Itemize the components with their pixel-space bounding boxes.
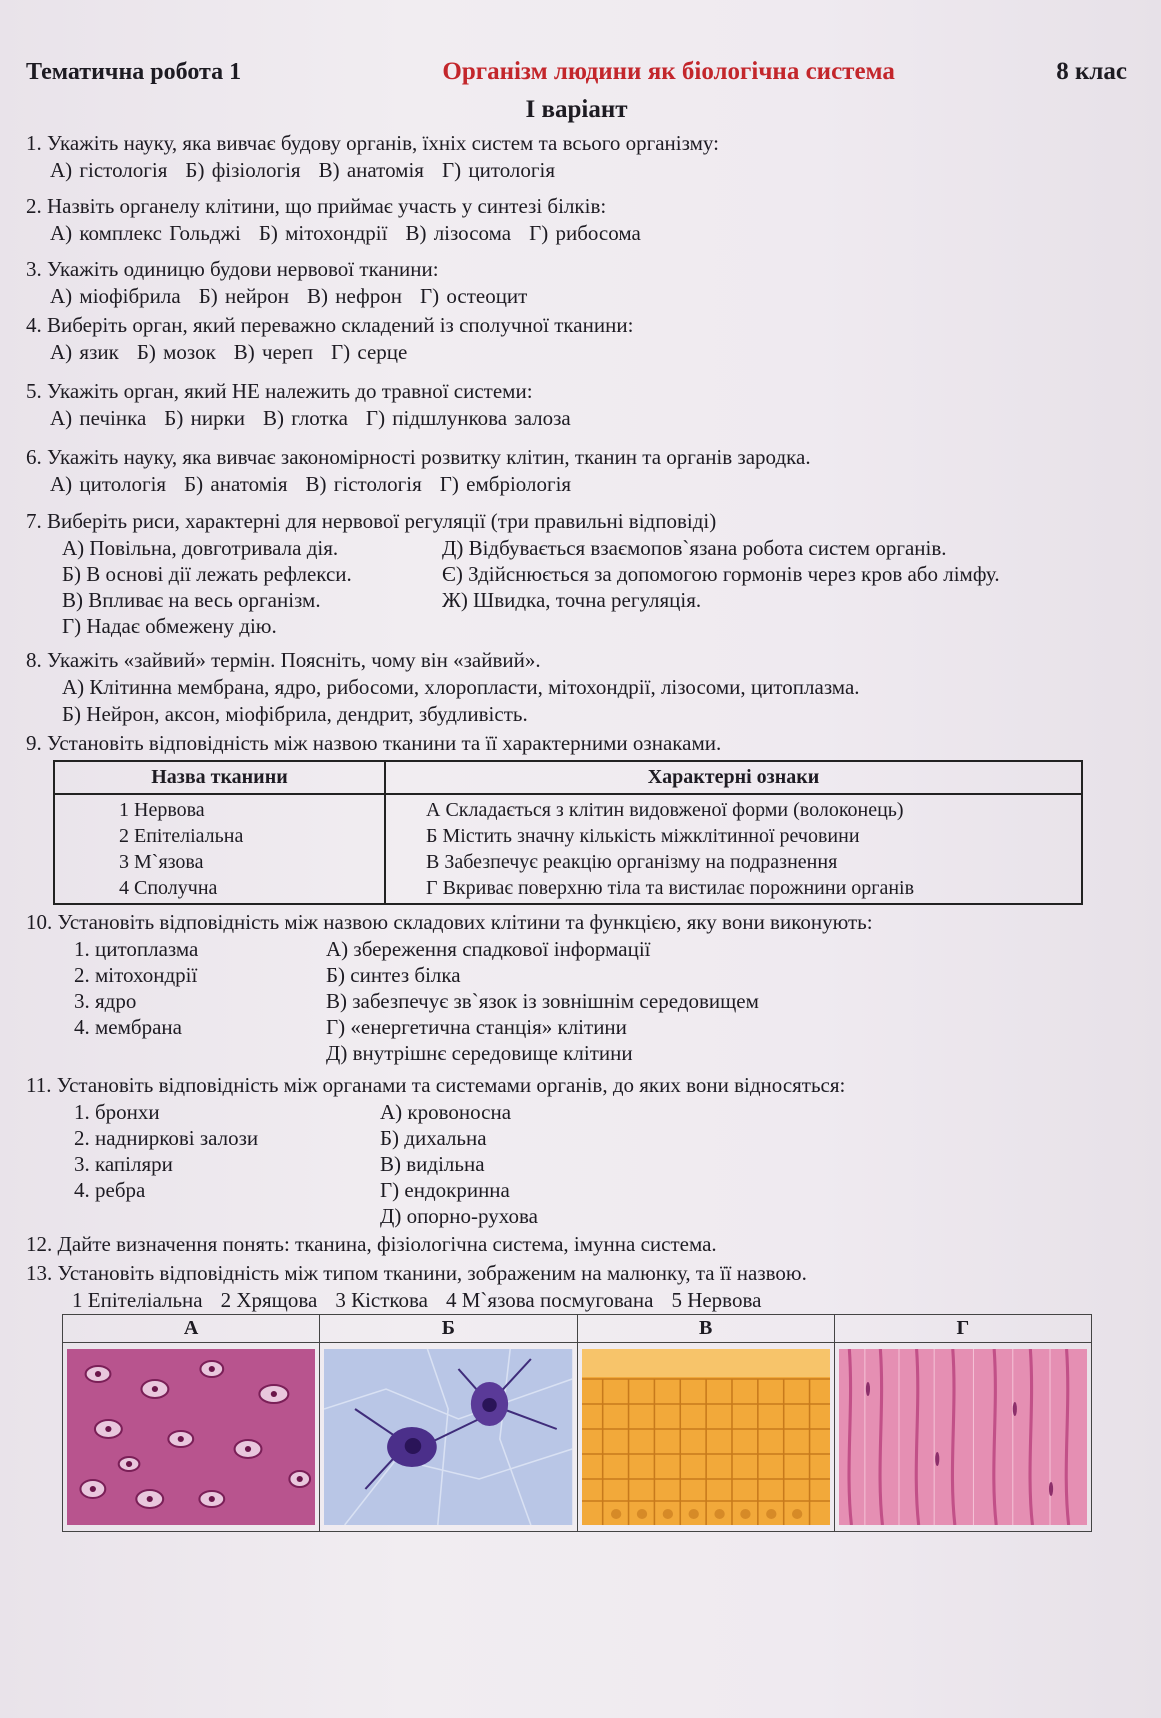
option: Г) остеоцит	[419, 284, 528, 308]
question-11: 11. Установіть відповідність між органами та системами органів, до яких вони відносяться: 1. бронхи А) кровоносна 2. надниркові залози Б) дихальна 3. капіляри В) видільна 4. ребра Г) ендокринна Д) опорно-рухова	[26, 1073, 846, 1228]
list-item: А) збереження спадкової інформації	[326, 937, 651, 961]
option: Б) мозок	[136, 340, 216, 364]
option: Г) цитологія	[441, 158, 556, 182]
picture-label-c: В	[577, 1315, 834, 1343]
option: В) глотка	[263, 406, 348, 430]
question-3: 3. Укажіть одиницю будови нервової тканини: А) міофібрила Б) нейрон В) нефрон Г) остеоцит	[26, 257, 528, 308]
legend-item: 5 Нервова	[671, 1288, 762, 1312]
list-item: В) видільна	[380, 1152, 485, 1176]
option: Ж) Швидка, точна регуляція.	[442, 588, 702, 612]
list-item: Б) дихальна	[380, 1126, 487, 1150]
list-item: 2. мітохондрії	[74, 963, 198, 987]
list-item: 4. ребра	[74, 1178, 146, 1202]
list-item: 3. капіляри	[74, 1152, 173, 1176]
table-cell: 4 Сполучна	[119, 877, 218, 899]
list-item: Б) синтез білка	[326, 963, 461, 987]
legend-item: 1 Епітеліальна	[72, 1288, 203, 1312]
question-4: 4. Виберіть орган, який переважно складений із сполучної тканини: А) язик Б) мозок В) череп Г) серце	[26, 313, 634, 364]
option: Б) фізіологія	[185, 158, 301, 182]
question-2: 2. Назвіть органелу клітини, що приймає участь у синтезі білків: А) комплекс Гольджі Б) мітохондрії В) лізосома Г) рибосома	[26, 194, 641, 245]
option: А) Клітинна мембрана, ядро, рибосоми, хлоропласти, мітохондрії, лізосоми, цитоплазма.	[62, 675, 860, 699]
option: Б) Нейрон, аксон, міофібрила, дендрит, збудливість.	[62, 702, 528, 726]
option: А) міофібрила	[50, 284, 181, 308]
list-item: В) забезпечує зв`язок із зовнішнім середовищем	[326, 989, 759, 1013]
option: А) Повільна, довготривала дія.	[62, 536, 339, 560]
option: Г) ембріологія	[439, 472, 572, 496]
grade-label: 8 клас	[1056, 58, 1127, 85]
nervous-tissue-image	[324, 1349, 572, 1525]
option: А) комплекс Гольджі	[50, 221, 241, 245]
list-item: 1. цитоплазма	[74, 937, 199, 961]
variant-title: I варіант	[525, 96, 628, 123]
list-item: Д) опорно-рухова	[380, 1204, 538, 1228]
table-cell: Б Містить значну кількість міжклітинної речовини	[426, 825, 860, 847]
list-item: Г) «енергетична станція» клітини	[326, 1015, 627, 1039]
option: Б) В основі дії лежать рефлекси.	[62, 562, 352, 586]
tissue-pictures-table	[62, 1314, 1092, 1532]
option: В) нефрон	[307, 284, 402, 308]
question-6: 6. Укажіть науку, яка вивчає закономірності розвитку клітин, тканин та органів зародка. А) цитологія Б) анатомія В) гістологія Г) ембріологія	[26, 445, 811, 496]
picture-label-b: Б	[320, 1315, 577, 1343]
list-item: 1. бронхи	[74, 1100, 160, 1124]
topic-title: Організм людини як біологічна система	[442, 58, 895, 85]
table-cell: А Складається з клітин видовженої форми (волоконець)	[426, 799, 904, 821]
table-cell: 1 Нервова	[119, 799, 205, 821]
option: Г) підшлункова залоза	[365, 406, 571, 430]
option: В) лізосома	[405, 221, 512, 245]
picture-label-d: Г	[834, 1315, 1091, 1343]
option: В) Впливає на весь організм.	[62, 588, 321, 612]
option: Б) нирки	[164, 406, 246, 430]
legend-item: 3 Кісткова	[335, 1288, 428, 1312]
muscle-tissue-image	[839, 1349, 1087, 1525]
option: Б) анатомія	[184, 472, 288, 496]
option: Г) Надає обмежену дію.	[62, 614, 277, 638]
option: А) цитологія	[50, 472, 167, 496]
list-item: 4. мембрана	[74, 1015, 182, 1039]
question-1: 1. Укажіть науку, яка вивчає будову органів, їхніх систем та всього організму: А) гістологія Б) фізіологія В) анатомія Г) цитологія	[26, 131, 719, 182]
table-cell: 3 М`язова	[119, 851, 204, 873]
option: Є) Здійснюється за допомогою гормонів через кров або лімфу.	[442, 562, 1000, 586]
epithelial-tissue-image	[582, 1349, 830, 1525]
question-12: 12. Дайте визначення понять: тканина, фізіологічна система, імунна система.	[26, 1232, 717, 1256]
cartilage-tissue-image	[67, 1349, 315, 1525]
option: Б) нейрон	[198, 284, 290, 308]
table-cell: В Забезпечує реакцію організму на подразнення	[426, 851, 838, 873]
list-item: 3. ядро	[74, 989, 137, 1013]
option: А) язик	[50, 340, 119, 364]
question-5: 5. Укажіть орган, який НЕ належить до травної системи: А) печінка Б) нирки В) глотка Г) підшлункова залоза	[26, 379, 571, 430]
tissue-features-table	[53, 760, 1083, 905]
legend-item: 4 М`язова посмугована	[446, 1288, 654, 1312]
option: Г) рибосома	[529, 221, 641, 245]
table-header: Назва тканини	[54, 761, 385, 794]
table-cell: 2 Епітеліальна	[119, 825, 244, 847]
list-item: Г) ендокринна	[380, 1178, 510, 1202]
option: В) череп	[233, 340, 313, 364]
option: Г) серце	[330, 340, 408, 364]
work-title: Тематична робота 1	[26, 59, 242, 85]
list-item: 2. надниркові залози	[74, 1126, 259, 1150]
tissue-legend	[26, 1287, 1127, 1314]
option: В) анатомія	[318, 158, 424, 182]
table-header: Характерні ознаки	[385, 761, 1082, 794]
option: А) печінка	[50, 406, 147, 430]
list-item: А) кровоносна	[380, 1100, 512, 1124]
header	[26, 58, 1127, 86]
question-13: 13. Установіть відповідність між типом тканини, зображеним на малюнку, та її назвою. 1 Епітеліальна 2 Хрящова 3 Кісткова 4 М`язова посмугована 5 Нервова А Б В Г	[26, 1260, 1127, 1532]
option: А) гістологія	[50, 158, 168, 182]
question-7: 7. Виберіть риси, характерні для нервової регуляції (три правильні відповіді) А) Повільна, довготривала дія. Д) Відбувається взаємопов`язана робота систем органів. Б) В основі дії лежать рефлекси. Є) Здійснюється за допомогою гормонів через кров або лімфу. В) Впливає на весь організм. Ж) Швидка, точна регуляція. Г) Надає обмежену дію.	[26, 508, 1127, 639]
picture-label-a: А	[63, 1315, 320, 1343]
legend-item: 2 Хрящова	[220, 1288, 318, 1312]
question-10: 10. Установіть відповідність між назвою складових клітини та функцією, яку вони виконують: 1. цитоплазма А) збереження спадкової інформації 2. мітохондрії Б) синтез білка 3. ядро В) забезпечує зв`язок із зовнішнім середовищем 4. мембрана Г) «енергетична станція» клітини Д) внутрішнє середовище клітини	[26, 909, 1127, 1066]
list-item: Д) внутрішнє середовище клітини	[326, 1041, 633, 1065]
option: Д) Відбувається взаємопов`язана робота систем органів.	[442, 536, 947, 560]
option: В) гістологія	[305, 472, 422, 496]
question-9: 9. Установіть відповідність між назвою тканини та її характерними ознаками. Назва тканини Характерні ознаки 1 Нервова 2 Епітеліальна 3 М`язова 4 Сполучна А Складається з клітин видовженої форми (волоконець) Б Містить значну кількість міжклітинної речовини В Забезпечує реакцію організму на подразнення Г Вкриває поверхню тіла та вистилає порожнини органів	[26, 730, 1127, 905]
table-cell: Г Вкриває поверхню тіла та вистилає порожнини органів	[426, 877, 915, 899]
option: Б) мітохондрії	[258, 221, 388, 245]
question-8: 8. Укажіть «зайвий» термін. Поясніть, чому він «зайвий». А) Клітинна мембрана, ядро, рибосоми, хлоропласти, мітохондрії, лізосоми, цитоплазма. Б) Нейрон, аксон, міофібрила, дендрит, збудливість.	[26, 647, 1127, 728]
